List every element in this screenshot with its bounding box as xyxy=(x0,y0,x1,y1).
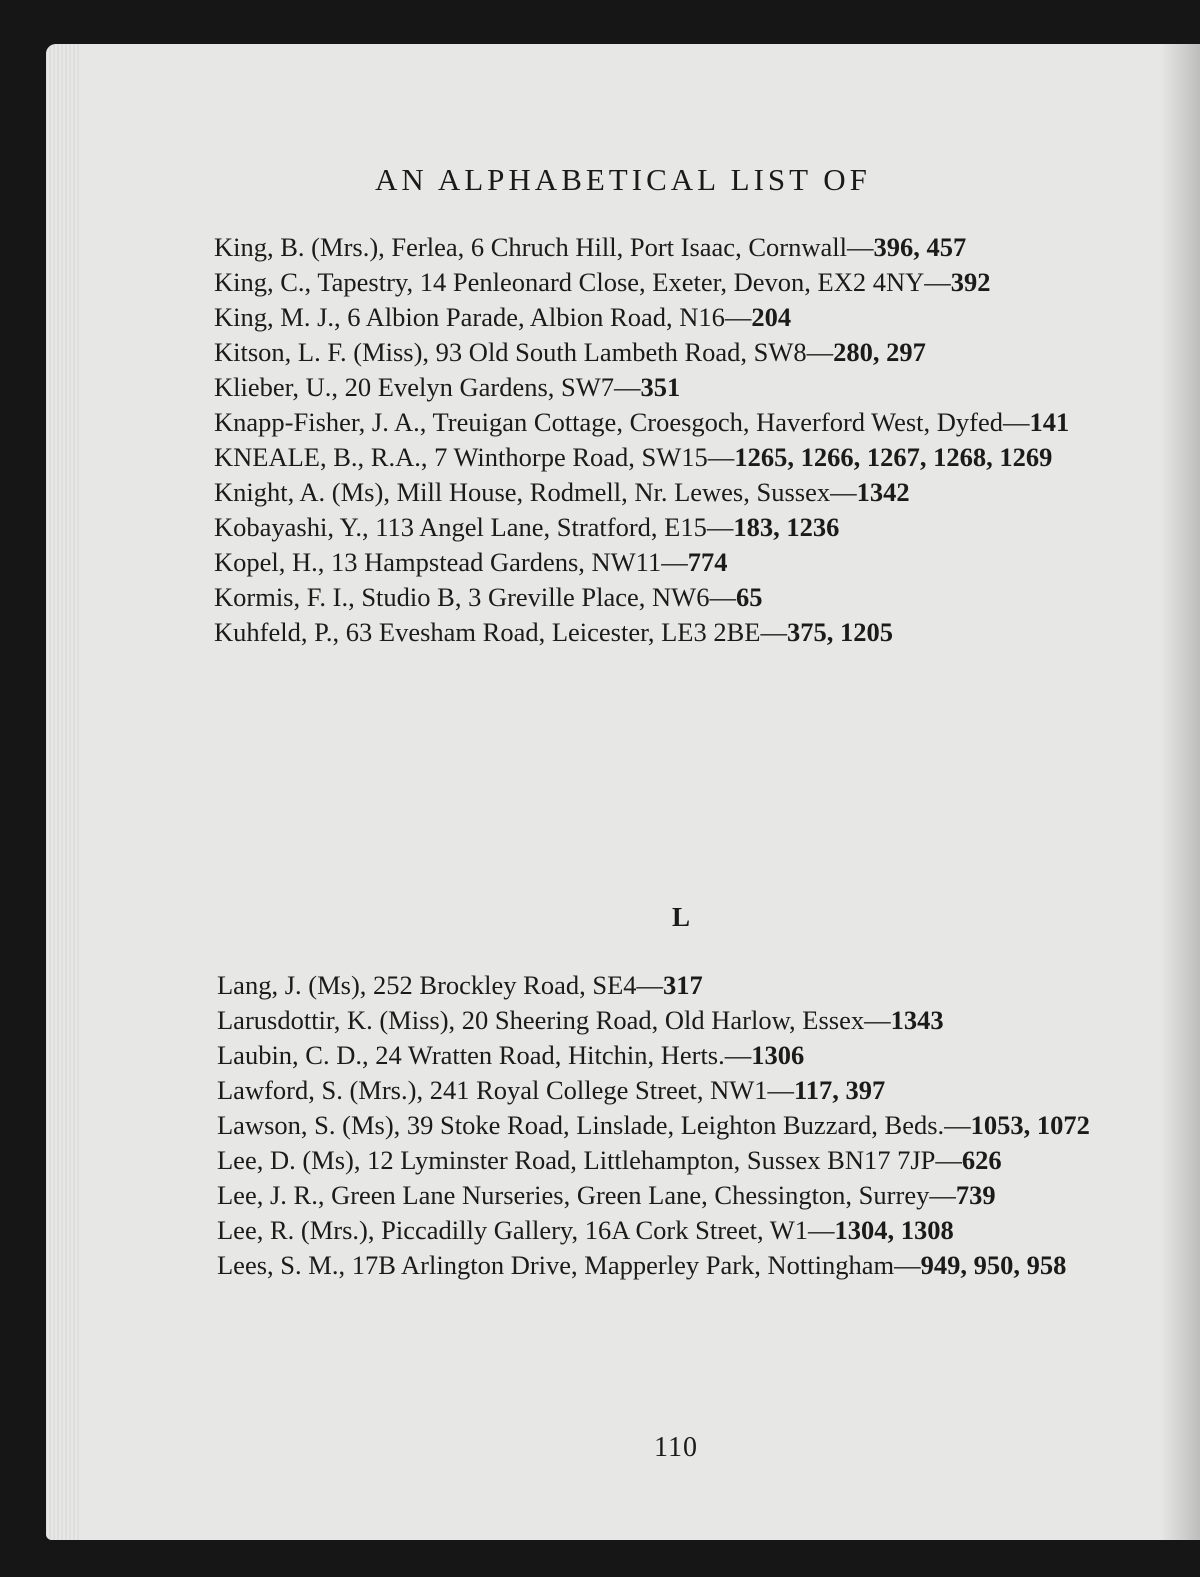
entry-text: Lee, D. (Ms), 12 Lyminster Road, Littlehampton, Sussex BN17 7JP— xyxy=(217,1145,962,1175)
entry-numbers: 65 xyxy=(735,582,763,612)
entry-numbers: 1306 xyxy=(751,1040,805,1070)
entry-numbers: 949, 950, 958 xyxy=(920,1250,1067,1280)
directory-entry xyxy=(214,370,1149,405)
entry-numbers: 739 xyxy=(955,1180,996,1210)
section-letter-l: L xyxy=(671,902,690,932)
directory-entry xyxy=(214,300,1149,335)
entry-text: Lawford, S. (Mrs.), 241 Royal College Street, NW1— xyxy=(217,1075,795,1105)
directory-entry xyxy=(214,230,1149,265)
directory-entry xyxy=(214,580,1149,615)
page-number: 110 xyxy=(654,1432,698,1463)
page-heading: AN ALPHABETICAL LIST OF xyxy=(375,162,871,197)
directory-entry xyxy=(214,475,1149,510)
entry-text: Lees, S. M., 17B Arlington Drive, Mapperley Park, Nottingham— xyxy=(217,1250,921,1280)
entry-numbers: 351 xyxy=(640,372,681,402)
entry-numbers: 183, 1236 xyxy=(733,512,840,542)
entry-numbers: 392 xyxy=(950,267,991,297)
entry-text: Knight, A. (Ms), Mill House, Rodmell, Nr. Lewes, Sussex— xyxy=(214,477,857,507)
book-page xyxy=(46,44,1200,1540)
entry-numbers: 396, 457 xyxy=(873,232,967,262)
entry-numbers: 774 xyxy=(687,547,728,577)
entry-numbers: 1343 xyxy=(890,1005,944,1035)
entry-numbers: 141 xyxy=(1029,407,1070,437)
entry-numbers: 117, 397 xyxy=(794,1075,886,1105)
entry-text: Kobayashi, Y., 113 Angel Lane, Stratford, E15— xyxy=(214,512,734,542)
entry-text: Laubin, C. D., 24 Wratten Road, Hitchin, Herts.— xyxy=(217,1040,752,1070)
entry-text: King, M. J., 6 Albion Parade, Albion Road, N16— xyxy=(214,302,752,332)
entry-numbers: 1342 xyxy=(856,477,910,507)
directory-entry xyxy=(217,1108,1152,1143)
entry-text: Lee, R. (Mrs.), Piccadilly Gallery, 16A Cork Street, W1— xyxy=(217,1215,835,1245)
page-edge xyxy=(46,44,80,1540)
entry-text: Lee, J. R., Green Lane Nurseries, Green Lane, Chessington, Surrey— xyxy=(217,1180,956,1210)
entry-text: Kitson, L. F. (Miss), 93 Old South Lambeth Road, SW8— xyxy=(214,337,834,367)
entry-text: KNEALE, B., R.A., 7 Winthorpe Road, SW15— xyxy=(214,442,735,472)
directory-entry xyxy=(214,545,1149,580)
directory-entry xyxy=(214,265,1149,300)
directory-entry xyxy=(214,405,1149,440)
entry-text: Kuhfeld, P., 63 Evesham Road, Leicester, LE3 2BE— xyxy=(214,617,787,647)
entry-numbers: 317 xyxy=(663,970,703,1000)
directory-entry xyxy=(217,1003,1152,1038)
gutter-shadow xyxy=(1160,44,1200,1540)
entry-text: Kopel, H., 13 Hampstead Gardens, NW11— xyxy=(214,547,688,577)
entry-text: King, C., Tapestry, 14 Penleonard Close, Exeter, Devon, EX2 4NY— xyxy=(214,267,951,297)
directory-entry xyxy=(217,968,1152,1003)
directory-entry xyxy=(214,615,1149,650)
directory-entry xyxy=(217,1143,1152,1178)
directory-entry xyxy=(217,1178,1152,1213)
entry-numbers: 1265, 1266, 1267, 1268, 1269 xyxy=(734,442,1053,472)
entry-text: Klieber, U., 20 Evelyn Gardens, SW7— xyxy=(214,372,641,402)
directory-entry xyxy=(217,1213,1152,1248)
entry-numbers: 375, 1205 xyxy=(787,617,893,647)
entry-text: Larusdottir, K. (Miss), 20 Sheering Road, Old Harlow, Essex— xyxy=(217,1005,891,1035)
directory-entry xyxy=(217,1248,1152,1283)
entry-numbers: 1053, 1072 xyxy=(970,1110,1090,1140)
entry-numbers: 1304, 1308 xyxy=(834,1215,954,1245)
entry-text: Lawson, S. (Ms), 39 Stoke Road, Linslade, Leighton Buzzard, Beds.— xyxy=(217,1110,971,1140)
entry-text: Knapp-Fisher, J. A., Treuigan Cottage, Croesgoch, Haverford West, Dyfed— xyxy=(214,407,1030,437)
entries-l xyxy=(217,968,1152,1283)
entries-k xyxy=(214,230,1149,650)
directory-entry xyxy=(217,1038,1152,1073)
directory-entry xyxy=(214,510,1149,545)
entry-text: Lang, J. (Ms), 252 Brockley Road, SE4— xyxy=(217,970,664,1000)
directory-entry xyxy=(217,1073,1152,1108)
entry-text: Kormis, F. I., Studio B, 3 Greville Place, NW6— xyxy=(214,582,736,612)
entry-numbers: 204 xyxy=(751,302,792,332)
directory-entry xyxy=(214,440,1149,475)
entry-numbers: 280, 297 xyxy=(833,337,926,367)
entry-numbers: 626 xyxy=(961,1145,1002,1175)
entry-text: King, B. (Mrs.), Ferlea, 6 Chruch Hill, Port Isaac, Cornwall— xyxy=(214,232,874,262)
directory-entry xyxy=(214,335,1149,370)
